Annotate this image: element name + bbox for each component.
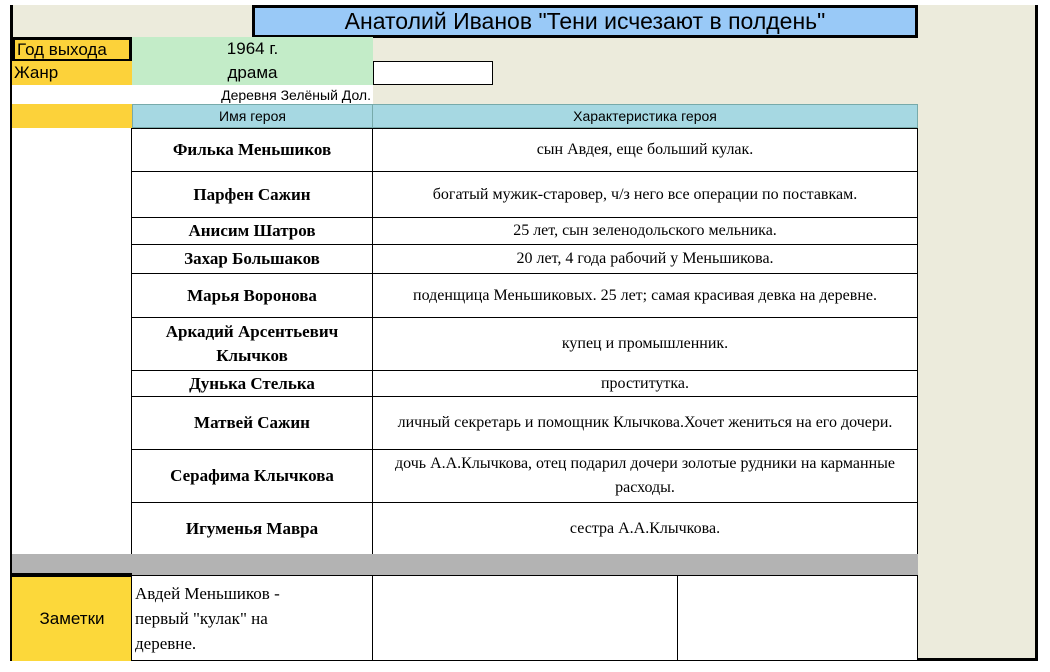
header-desc: Характеристика героя	[372, 104, 918, 128]
character-description[interactable]: 25 лет, сын зеленодольского мельника.	[372, 217, 918, 245]
character-name[interactable]: Дунька Стелька	[131, 370, 373, 397]
genre-value[interactable]: драма	[132, 61, 373, 85]
character-description[interactable]: 20 лет, 4 года рабочий у Меньшикова.	[372, 244, 918, 274]
character-description[interactable]: проститутка.	[372, 370, 918, 397]
separator-bar	[12, 554, 918, 575]
genre-label[interactable]: Жанр	[12, 61, 132, 85]
character-name[interactable]: Аркадий Арсентьевич Клычков	[131, 317, 373, 371]
character-name[interactable]: Игуменья Мавра	[131, 502, 373, 555]
empty-cell[interactable]	[373, 61, 493, 85]
character-name[interactable]: Захар Большаков	[131, 244, 373, 274]
place-cell[interactable]: Деревня Зелёный Дол.	[12, 85, 373, 104]
page-title: Анатолий Иванов "Тени исчезают в полдень"	[252, 5, 918, 38]
character-name[interactable]: Серафима Клычкова	[131, 449, 373, 503]
character-description[interactable]: богатый мужик-старовер, ч/з него все операции по поставкам.	[372, 171, 918, 218]
character-description[interactable]: поденщица Меньшиковых. 25 лет; самая красивая девка на деревне.	[372, 273, 918, 318]
header-name: Имя героя	[132, 104, 373, 128]
character-name[interactable]: Матвей Сажин	[131, 396, 373, 450]
notes-cell-3[interactable]	[677, 575, 918, 661]
character-description[interactable]: сын Авдея, еще больший кулак.	[372, 128, 918, 172]
character-description[interactable]: купец и промышленник.	[372, 317, 918, 371]
notes-cell-2[interactable]	[372, 575, 678, 661]
year-value[interactable]: 1964 г.	[132, 37, 373, 61]
character-description[interactable]: дочь А.А.Клычкова, отец подарил дочери золотые рудники на карманные расходы.	[372, 449, 918, 503]
year-label[interactable]: Год выхода	[12, 37, 132, 62]
notes-text[interactable]: Авдей Меньшиков - первый "кулак" на деревне.	[131, 575, 373, 661]
header-blank	[12, 104, 132, 128]
left-blank-column	[12, 128, 132, 554]
character-description[interactable]: сестра А.А.Клычкова.	[372, 502, 918, 555]
character-name[interactable]: Марья Воронова	[131, 273, 373, 318]
character-name[interactable]: Парфен Сажин	[131, 171, 373, 218]
character-name[interactable]: Анисим Шатров	[131, 217, 373, 245]
character-name[interactable]: Филька Меньшиков	[131, 128, 373, 172]
notes-label: Заметки	[12, 577, 132, 661]
character-description[interactable]: личный секретарь и помощник Клычкова.Хочет жениться на его дочери.	[372, 396, 918, 450]
